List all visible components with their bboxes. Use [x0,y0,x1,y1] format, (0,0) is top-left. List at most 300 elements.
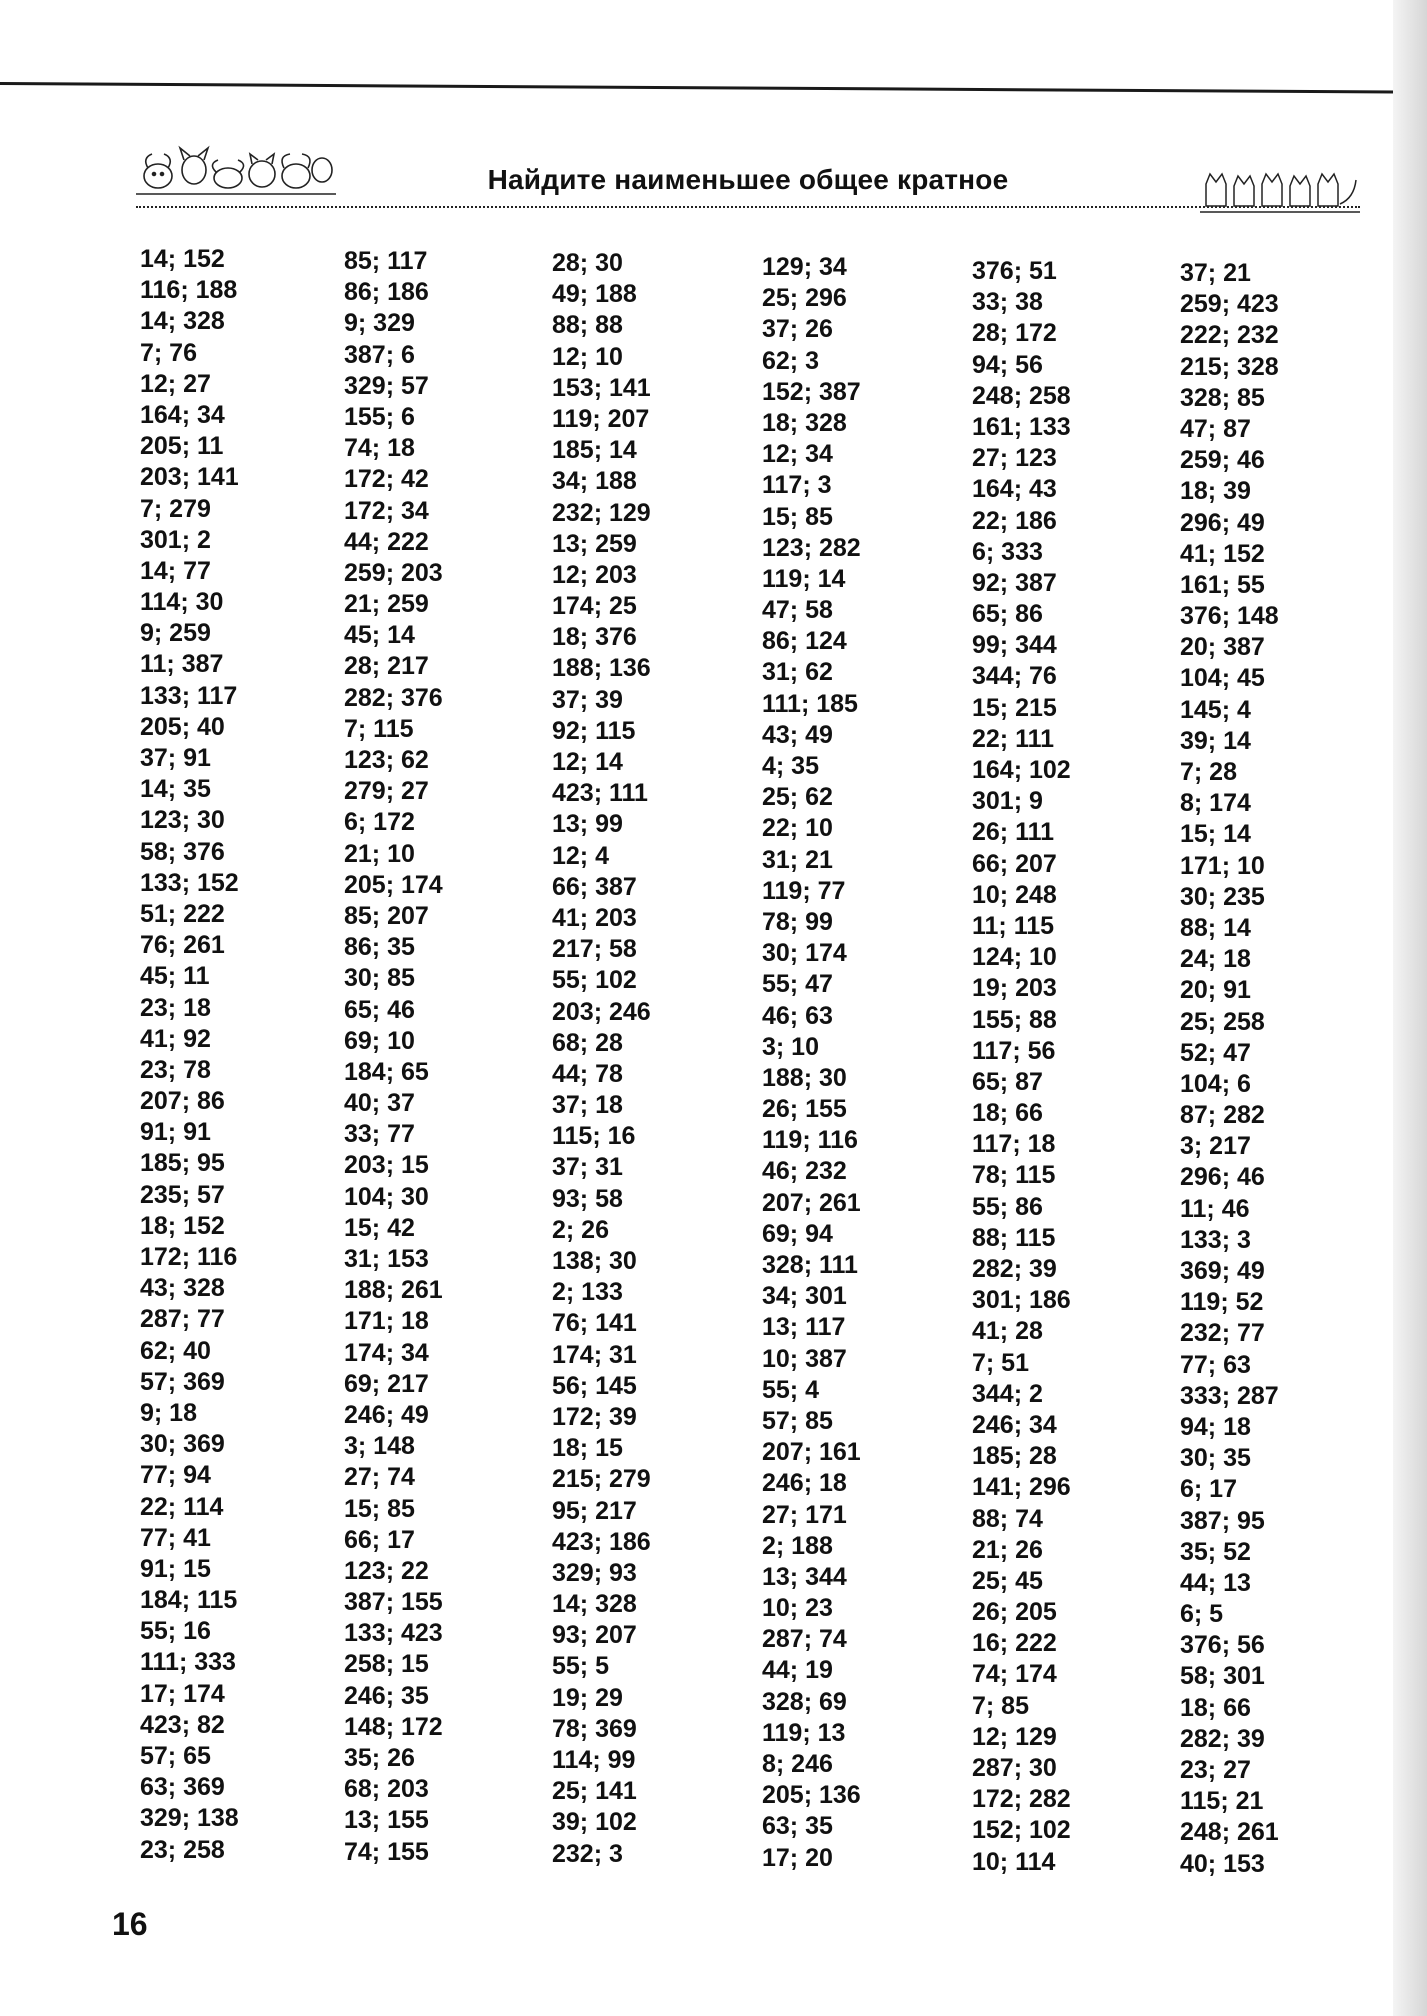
number-pair: 92; 387 [972,568,1057,597]
number-pair: 88; 14 [1180,913,1251,942]
number-column-3 [552,248,747,1870]
number-pair: 21; 259 [344,590,429,619]
number-pair: 387; 155 [344,1588,443,1617]
number-pair: 203; 141 [140,463,239,492]
number-pair: 9; 329 [344,309,415,338]
number-pair: 57; 369 [140,1367,225,1396]
number-pair: 19; 203 [972,974,1057,1003]
number-pair: 62; 40 [140,1336,211,1365]
number-pair: 328; 111 [762,1251,858,1279]
number-pair: 78; 369 [552,1714,637,1743]
number-pair: 10; 114 [972,1847,1056,1876]
number-pair: 18; 39 [1180,477,1251,506]
number-pair: 15; 14 [1180,820,1251,849]
number-pair: 27; 74 [344,1463,415,1492]
number-pair: 232; 129 [552,498,651,527]
number-pair: 172; 282 [972,1785,1071,1814]
number-pair: 14; 328 [552,1590,637,1619]
number-pair: 31; 21 [762,845,833,874]
number-pair: 248; 261 [1180,1818,1279,1847]
number-pair: 86; 124 [762,627,847,656]
number-pair: 184; 65 [344,1057,429,1086]
number-pair: 123; 30 [140,806,225,835]
number-pair: 161; 133 [972,412,1071,441]
number-pair: 172; 39 [552,1402,637,1431]
number-pair: 26; 155 [762,1095,847,1124]
number-pair: 95; 217 [552,1496,637,1525]
number-pair: 91; 15 [140,1554,211,1583]
number-pair: 296; 46 [1180,1163,1265,1192]
number-pair: 259; 423 [1180,290,1279,319]
number-pair: 205; 11 [140,432,224,461]
number-pair: 39; 102 [552,1808,637,1837]
number-pair: 9; 259 [140,619,211,648]
number-pair: 133; 152 [140,868,239,897]
number-column-4 [762,252,957,1874]
number-pair: 55; 86 [972,1192,1043,1221]
number-pair: 161; 55 [1180,570,1265,599]
number-pair: 172; 116 [140,1243,238,1271]
number-pair: 93; 58 [552,1184,623,1213]
number-pair: 282; 376 [344,683,443,712]
number-pair: 86; 186 [344,278,429,307]
number-pair: 117; 56 [972,1036,1056,1065]
number-pair: 3; 10 [762,1032,819,1061]
number-pair: 259; 46 [1180,446,1265,475]
number-pair: 232; 77 [1180,1319,1265,1348]
number-pair: 301; 9 [972,787,1043,816]
number-pair: 119; 207 [552,404,650,433]
number-pair: 30; 35 [1180,1444,1251,1473]
number-pair: 22; 114 [140,1492,224,1521]
number-pair: 301; 186 [972,1286,1071,1315]
number-pair: 7; 51 [972,1348,1029,1377]
number-pair: 28; 217 [344,652,429,681]
number-pair: 11; 46 [1180,1194,1250,1223]
number-pair: 58; 301 [1180,1662,1265,1691]
number-pair: 119; 14 [762,564,846,593]
number-pair: 174; 31 [552,1340,637,1369]
number-pair: 28; 30 [552,249,623,277]
number-pair: 44; 78 [552,1059,623,1088]
number-pair: 207; 161 [762,1438,861,1467]
number-pair: 93; 207 [552,1621,637,1650]
number-pair: 37; 18 [552,1091,623,1120]
number-pair: 43; 328 [140,1274,225,1303]
number-pair: 52; 47 [1180,1038,1251,1067]
number-pair: 37; 91 [140,744,211,772]
number-pair: 8; 246 [762,1750,833,1778]
number-pair: 123; 282 [762,533,861,562]
number-pair: 58; 376 [140,837,225,866]
number-pair: 57; 85 [762,1406,833,1435]
number-pair: 203; 246 [552,997,651,1026]
number-pair: 7; 76 [140,338,197,367]
number-pair: 12; 4 [552,841,609,870]
number-pair: 18; 66 [1180,1693,1251,1722]
number-pair: 22; 10 [762,814,833,843]
number-pair: 259; 203 [344,558,443,587]
number-pair: 88; 74 [972,1504,1043,1533]
number-pair: 13; 344 [762,1562,847,1591]
number-pair: 57; 65 [140,1742,211,1770]
number-pair: 344; 76 [972,662,1057,691]
number-pair: 26; 205 [972,1598,1057,1627]
number-pair: 28; 172 [972,319,1057,348]
number-pair: 14; 35 [140,775,211,804]
number-pair: 85; 117 [344,247,428,275]
number-pair: 222; 232 [1180,321,1279,350]
number-pair: 18; 15 [552,1434,623,1463]
number-pair: 46; 63 [762,1001,833,1030]
number-pair: 77; 41 [140,1523,211,1552]
number-pair: 69; 94 [762,1219,833,1248]
number-pair: 39; 14 [1180,726,1251,755]
number-pair: 344; 2 [972,1379,1043,1408]
number-pair: 174; 25 [552,592,637,621]
number-pair: 37; 39 [552,685,623,714]
number-pair: 46; 232 [762,1157,847,1186]
number-pair: 94; 56 [972,350,1043,379]
number-pair: 14; 152 [140,245,225,273]
number-pair: 423; 111 [552,779,648,808]
number-pair: 6; 17 [1180,1475,1237,1504]
number-pair: 2; 26 [552,1215,609,1244]
number-pair: 17; 20 [762,1843,833,1872]
number-pair: 7; 85 [972,1691,1029,1720]
number-pair: 123; 22 [344,1556,429,1585]
number-pair: 8; 174 [1180,789,1251,818]
number-pair: 7; 28 [1180,758,1237,786]
number-pair: 119; 13 [762,1718,846,1747]
number-pair: 44; 19 [762,1656,833,1685]
number-pair: 34; 188 [552,467,637,496]
number-pair: 329; 57 [344,371,429,400]
number-pair: 25; 45 [972,1566,1043,1595]
number-pair: 65; 86 [972,600,1043,629]
number-pair: 246; 18 [762,1469,847,1498]
number-pair: 188; 136 [552,654,651,683]
number-pair: 25; 258 [1180,1007,1265,1036]
number-pair: 47; 58 [762,596,833,625]
number-pair: 65; 87 [972,1067,1043,1096]
number-pair: 41; 203 [552,903,637,932]
number-pair: 287; 74 [762,1625,847,1654]
number-pair: 18; 66 [972,1099,1043,1128]
number-pair: 44; 13 [1180,1568,1251,1597]
number-pair: 91; 91 [140,1118,211,1147]
number-pair: 74; 155 [344,1837,429,1866]
number-pair: 6; 5 [1180,1600,1224,1629]
number-pair: 104; 6 [1180,1069,1251,1098]
number-pair: 18; 328 [762,408,847,437]
number-pair: 246; 35 [344,1681,429,1710]
number-pair: 12; 34 [762,440,833,469]
number-pair: 18; 376 [552,623,637,652]
page-number: 16 [112,1906,148,1942]
number-pair: 25; 62 [762,783,833,812]
header-dotted-rule [136,206,1360,208]
exercise-columns [118,244,1358,1884]
number-pair: 51; 222 [140,899,225,928]
number-pair: 12; 14 [552,748,623,776]
number-pair: 35; 52 [1180,1537,1251,1566]
number-pair: 18; 152 [140,1211,225,1240]
number-pair: 171; 10 [1180,851,1265,880]
number-pair: 55; 47 [762,970,833,999]
number-pair: 329; 93 [552,1558,637,1587]
number-pair: 217; 58 [552,935,637,964]
number-pair: 184; 115 [140,1586,238,1615]
number-pair: 111; 185 [762,689,858,718]
number-pair: 188; 30 [762,1063,847,1092]
number-pair: 77; 94 [140,1461,211,1490]
number-pair: 246; 34 [972,1410,1057,1439]
number-pair: 62; 3 [762,346,819,375]
number-pair: 328; 85 [1180,383,1265,412]
number-pair: 63; 35 [762,1812,833,1841]
number-pair: 152; 102 [972,1816,1071,1845]
number-pair: 17; 174 [140,1679,225,1708]
number-pair: 63; 369 [140,1773,225,1802]
number-column-6 [1180,258,1375,1880]
number-pair: 7; 279 [140,494,211,523]
number-pair: 55; 16 [140,1617,211,1646]
number-pair: 133; 3 [1180,1225,1251,1254]
number-pair: 10; 248 [972,880,1057,909]
number-pair: 329; 138 [140,1804,239,1833]
number-pair: 174; 34 [344,1338,429,1367]
number-pair: 11; 115 [972,911,1055,940]
number-pair: 185; 95 [140,1149,225,1178]
number-pair: 13; 155 [344,1806,429,1835]
number-pair: 47; 87 [1180,414,1251,443]
number-pair: 34; 301 [762,1282,847,1311]
number-pair: 77; 63 [1180,1350,1251,1379]
number-pair: 376; 148 [1180,602,1279,631]
page-edge-shadow [1393,0,1427,2016]
number-pair: 246; 49 [344,1400,429,1429]
number-pair: 43; 49 [762,720,833,749]
number-pair: 26; 111 [972,818,1055,847]
number-column-5 [972,256,1167,1878]
number-pair: 423; 82 [140,1710,225,1739]
number-pair: 205; 40 [140,712,225,741]
number-pair: 14; 77 [140,556,211,585]
number-pair: 117; 3 [762,471,832,500]
number-pair: 376; 56 [1180,1631,1265,1660]
number-pair: 65; 46 [344,995,415,1024]
number-pair: 74; 18 [344,434,415,463]
number-pair: 31; 153 [344,1245,429,1273]
number-pair: 279; 27 [344,777,429,806]
number-pair: 114; 30 [140,588,224,617]
number-pair: 25; 296 [762,284,847,313]
number-pair: 115; 21 [1180,1787,1264,1816]
number-pair: 171; 18 [344,1307,429,1336]
number-pair: 301; 2 [140,525,211,554]
number-pair: 3; 148 [344,1432,415,1461]
number-pair: 116; 188 [140,276,238,305]
number-pair: 13; 259 [552,529,637,558]
number-pair: 207; 261 [762,1188,861,1217]
number-pair: 30; 235 [1180,882,1265,911]
number-pair: 33; 38 [972,288,1043,317]
number-pair: 287; 77 [140,1305,225,1334]
number-pair: 328; 69 [762,1687,847,1716]
number-pair: 141; 296 [972,1473,1071,1502]
number-pair: 172; 34 [344,496,429,525]
number-pair: 88; 115 [972,1223,1056,1252]
page-title: Найдите наименьшее общее кратное [487,164,1009,195]
number-pair: 123; 62 [344,746,429,774]
number-pair: 12; 27 [140,369,211,398]
number-pair: 37; 31 [552,1153,623,1182]
number-pair: 56; 145 [552,1371,637,1400]
number-pair: 287; 30 [972,1754,1057,1782]
number-pair: 333; 287 [1180,1381,1279,1410]
number-pair: 31; 62 [762,658,833,687]
number-pair: 21; 26 [972,1535,1043,1564]
page-header [136,140,1360,232]
number-pair: 78; 99 [762,907,833,936]
number-pair: 7; 115 [344,714,414,743]
number-pair: 387; 6 [344,340,415,369]
number-pair: 23; 78 [140,1055,211,1084]
number-pair: 55; 102 [552,966,637,995]
number-pair: 25; 141 [552,1777,637,1806]
number-pair: 19; 29 [552,1683,623,1712]
number-pair: 40; 153 [1180,1849,1265,1878]
number-pair: 49; 188 [552,280,637,309]
number-pair: 133; 117 [140,681,238,710]
number-pair: 119; 52 [1180,1288,1264,1317]
number-pair: 68; 28 [552,1028,623,1057]
number-pair: 76; 261 [140,931,225,960]
number-pair: 215; 279 [552,1465,651,1494]
number-pair: 205; 136 [762,1781,861,1810]
top-border-line [0,82,1395,94]
number-pair: 104; 30 [344,1182,429,1211]
number-pair: 22; 186 [972,506,1057,535]
number-pair: 66; 387 [552,872,637,901]
number-pair: 37; 26 [762,315,833,344]
number-pair: 41; 28 [972,1317,1043,1346]
number-pair: 2; 188 [762,1531,833,1560]
number-pair: 232; 3 [552,1839,623,1868]
number-pair: 16; 222 [972,1629,1057,1658]
number-pair: 85; 207 [344,901,429,930]
number-pair: 92; 115 [552,716,636,745]
number-pair: 138; 30 [552,1247,637,1275]
number-pair: 94; 18 [1180,1412,1251,1441]
number-pair: 258; 15 [344,1650,429,1679]
number-pair: 117; 18 [972,1130,1056,1159]
number-pair: 115; 16 [552,1122,636,1151]
number-pair: 129; 34 [762,253,847,281]
number-pair: 282; 39 [1180,1724,1265,1753]
number-pair: 10; 23 [762,1594,833,1623]
number-pair: 133; 423 [344,1619,443,1648]
number-pair: 10; 387 [762,1344,847,1373]
number-pair: 66; 17 [344,1525,415,1554]
number-pair: 164; 43 [972,475,1057,504]
number-pair: 35; 26 [344,1744,415,1772]
number-pair: 88; 88 [552,311,623,340]
number-pair: 119; 116 [762,1126,858,1155]
number-pair: 69; 10 [344,1026,415,1055]
number-pair: 152; 387 [762,377,861,406]
number-pair: 21; 10 [344,839,415,868]
number-pair: 20; 91 [1180,976,1251,1005]
number-pair: 376; 51 [972,257,1057,285]
number-pair: 13; 117 [762,1313,846,1342]
number-pair: 15; 215 [972,693,1057,722]
number-pair: 12; 203 [552,560,637,589]
number-pair: 155; 88 [972,1005,1057,1034]
number-pair: 24; 18 [1180,945,1251,974]
number-pair: 188; 261 [344,1276,443,1305]
number-pair: 27; 171 [762,1500,847,1529]
number-pair: 185; 28 [972,1442,1057,1471]
number-pair: 55; 4 [762,1375,819,1404]
number-pair: 44; 222 [344,527,429,556]
number-pair: 30; 174 [762,939,847,968]
number-pair: 23; 18 [140,993,211,1022]
number-pair: 207; 86 [140,1087,225,1116]
number-pair: 86; 35 [344,933,415,962]
number-pair: 13; 99 [552,810,623,839]
number-pair: 14; 328 [140,307,225,336]
number-pair: 30; 85 [344,964,415,993]
number-pair: 2; 133 [552,1278,623,1307]
number-pair: 185; 14 [552,436,637,465]
number-pair: 74; 174 [972,1660,1057,1689]
number-pair: 215; 328 [1180,352,1279,381]
number-pair: 111; 333 [140,1648,236,1677]
number-pair: 148; 172 [344,1712,443,1741]
number-column-1 [140,244,335,1866]
number-pair: 30; 369 [140,1430,225,1459]
number-pair: 124; 10 [972,943,1057,972]
number-pair: 145; 4 [1180,695,1251,724]
number-pair: 76; 141 [552,1309,637,1338]
number-pair: 9; 18 [140,1398,197,1427]
number-pair: 153; 141 [552,373,651,402]
number-pair: 20; 387 [1180,633,1265,662]
number-pair: 114; 99 [552,1746,636,1774]
number-pair: 23; 27 [1180,1756,1251,1784]
number-column-2 [344,246,539,1868]
number-pair: 37; 21 [1180,259,1251,287]
number-pair: 235; 57 [140,1180,225,1209]
number-pair: 282; 39 [972,1255,1057,1283]
number-pair: 27; 123 [972,444,1057,473]
number-pair: 40; 37 [344,1089,415,1118]
number-pair: 248; 258 [972,381,1071,410]
number-pair: 155; 6 [344,402,415,431]
number-pair: 41; 92 [140,1024,211,1053]
number-pair: 69; 217 [344,1369,429,1398]
number-pair: 423; 186 [552,1527,651,1556]
number-pair: 45; 11 [140,962,210,991]
number-pair: 99; 344 [972,631,1057,660]
number-pair: 203; 15 [344,1151,429,1180]
number-pair: 6; 172 [344,808,415,837]
number-pair: 22; 111 [972,724,1055,753]
number-pair: 11; 387 [140,650,224,679]
number-pair: 12; 129 [972,1722,1057,1751]
